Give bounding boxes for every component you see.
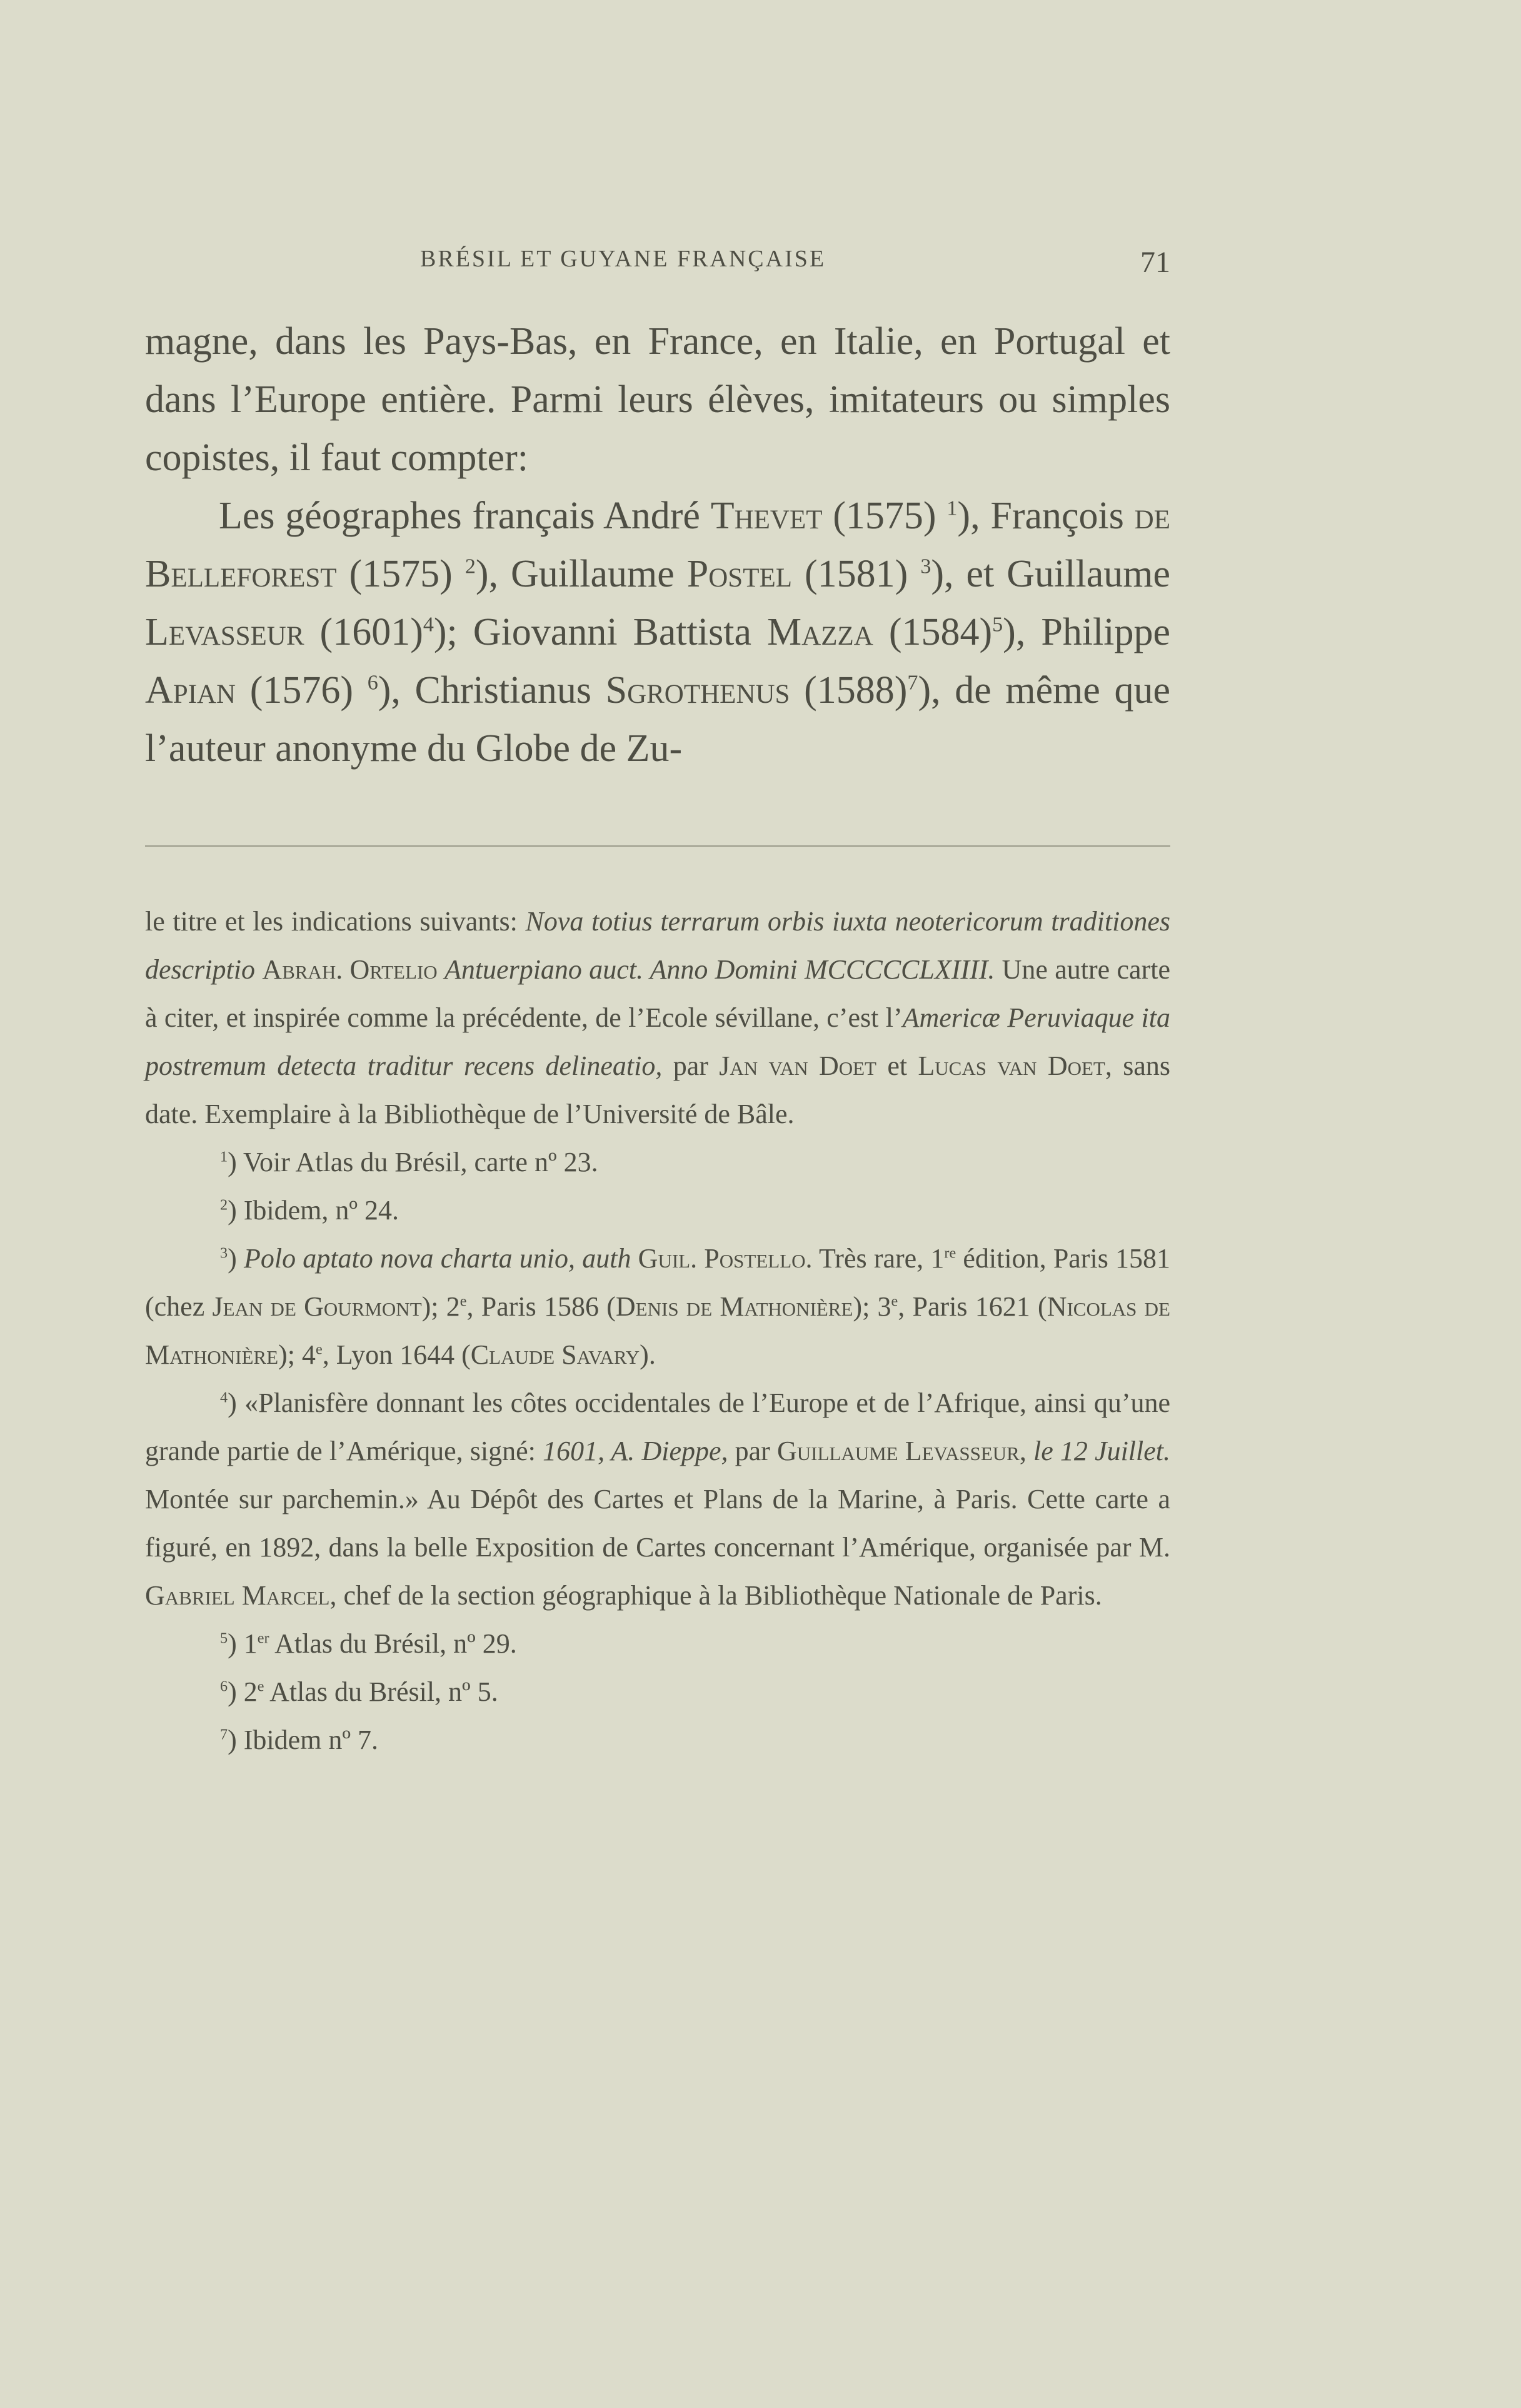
footnote-ref-1: 1 bbox=[946, 496, 958, 520]
name-mazza: Mazza bbox=[767, 611, 873, 653]
body-text bbox=[145, 313, 1170, 778]
paragraph-continuation: magne, dans les Pays-Bas, en France, en Italie, en Portugal et dans l’Europe entière. Parmi leurs élèves, imitateurs ou simples copistes, il faut compter: bbox=[145, 320, 1170, 479]
footnote-6: $^6$) 2e Atlas du Brésil, nº 5. bbox=[220, 1676, 498, 1707]
footnote-continuation: le titre et les indications suivants: Nova totius terrarum orbis iuxta neotericorum traditiones descriptio Abrah. Ortelio Antuerpiano auct. Anno Domini MCCCCCLXIIII. Une autre carte à citer, et inspirée comme la précédente, de l’Ecole sévillane, c’est l’Americæ Peruviaque ita postremum detecta traditur recens delineatio, par Jan van Doet et Lucas van Doet, sans date. Exemplaire à la Bibliothèque de l’Université de Bâle. bbox=[145, 906, 1170, 1129]
footnote-ref-5: 5 bbox=[992, 613, 1003, 637]
footnote-ref-2: 2 bbox=[464, 555, 476, 578]
name-postel: Postel bbox=[686, 553, 793, 595]
footnotes bbox=[145, 897, 1170, 1764]
running-head bbox=[145, 245, 1170, 283]
name-belleforest: de Belleforest bbox=[145, 495, 1170, 595]
footnote-divider bbox=[145, 845, 1170, 847]
footnote-ref-6: 6 bbox=[367, 671, 378, 695]
footnote-5: $^5$) 1er Atlas du Brésil, nº 29. bbox=[220, 1628, 517, 1659]
name-levasseur: Levasseur bbox=[145, 611, 304, 653]
name-thevet: Thevet bbox=[710, 495, 823, 537]
footnote-4: $^4$) «Planisfère donnant les côtes occidentales de l’Europe et de l’Afrique, ainsi qu’une grande partie de l’Amérique, signé: 1601, A. Dieppe, par Guillaume Levasseur, le 12 Juillet. Montée sur parchemin.» Au Dépôt des Cartes et Plans de la Marine, à Paris. Cette carte a figuré, en 1892, dans la belle Exposition de Cartes concernant l’Amérique, organisée par M. Gabriel Marcel, chef de la section géographique à la Bibliothèque Nationale de Paris. bbox=[145, 1388, 1171, 1611]
name-sgrothenus: Sgrothenus bbox=[605, 669, 790, 712]
footnote-3: $^3$) Polo aptato nova charta unio, auth Guil. Postello. Très rare, 1re édition, Paris 1581 (chez Jean de Gourmont); 2e, Paris 1586 (Denis de Mathonière); 3e, Paris 1621 (Nicolas de Mathonière); 4e, Lyon 1644 (Claude Savary). bbox=[145, 1243, 1171, 1370]
name-apian: Apian bbox=[145, 669, 236, 712]
footnote-7: $^7$) Ibidem nº 7. bbox=[220, 1725, 379, 1755]
running-title: BRÉSIL ET GUYANE FRANÇAISE bbox=[420, 246, 826, 272]
footnote-ref-3: 3 bbox=[920, 555, 931, 578]
paragraph-geographers: Les géographes français André Thevet (1575) $^1$), François de Belleforest (1575) $^2$), Guillaume Postel (1581) $^3$), et Guillaume Levasseur $(1601)^4$); Giovanni Battista Mazza $(1584)^5$), Philippe Apian (1576) $^6$), Christianus Sgrothenus $(1588)^7$), de même que l’auteur anonyme du Globe de Zu- bbox=[145, 495, 1171, 770]
page-number: 71 bbox=[1140, 246, 1170, 279]
footnote-2: $^2$) Ibidem, nº 24. bbox=[220, 1195, 399, 1226]
footnote-ref-7: 7 bbox=[907, 671, 918, 695]
footnote-ref-4: 4 bbox=[423, 613, 434, 637]
footnote-1: $^1$) Voir Atlas du Brésil, carte nº 23. bbox=[220, 1147, 598, 1177]
